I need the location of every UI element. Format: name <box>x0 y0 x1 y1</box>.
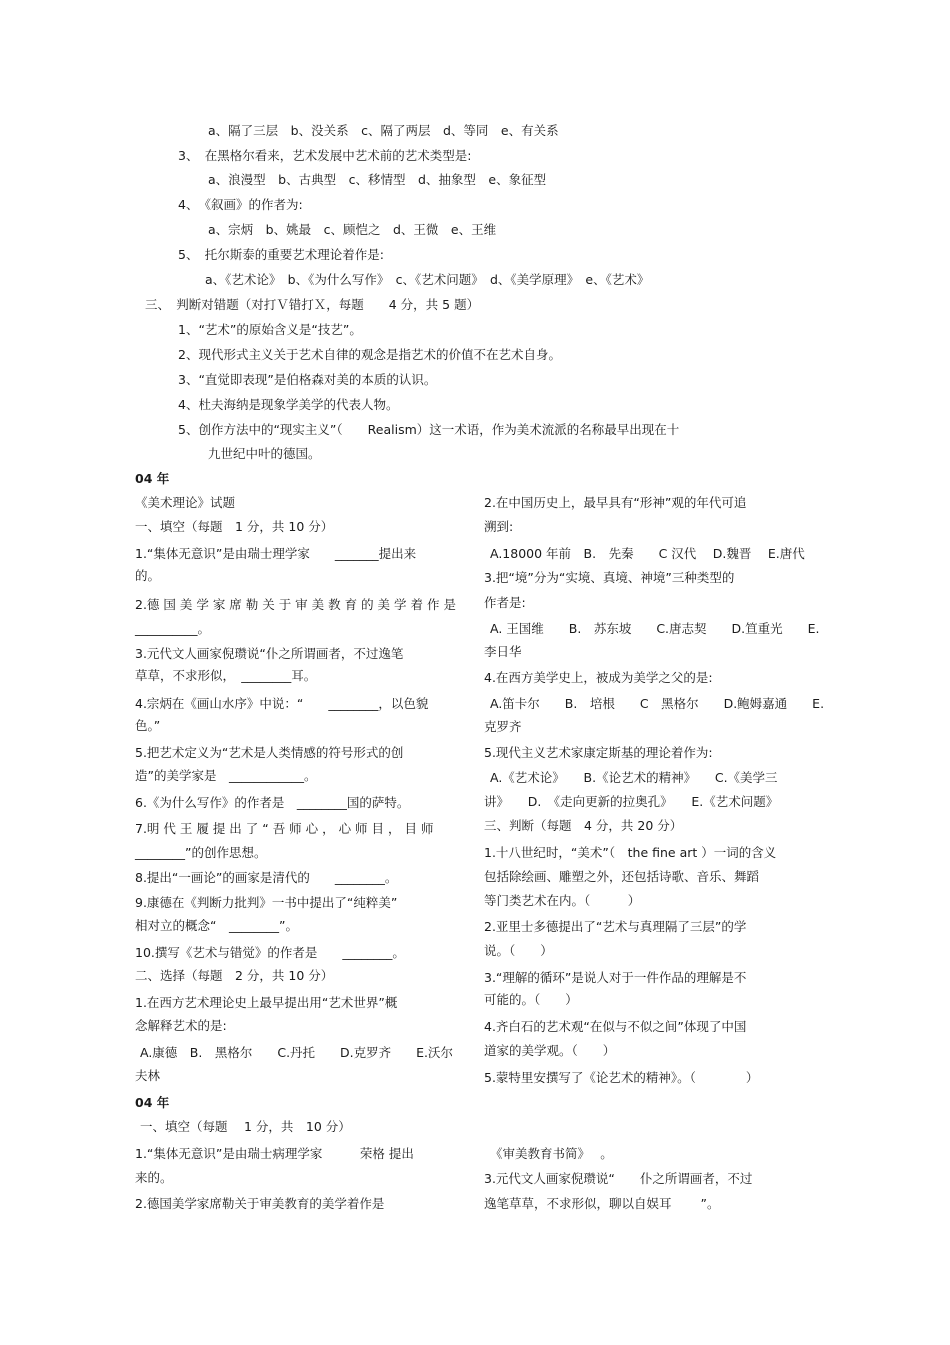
right-line: 作者是: <box>484 595 526 610</box>
q5-stem: 5、 托尔斯泰的重要艺术理论着作是: <box>178 247 384 262</box>
right-line: 4.在西方美学史上，被成为美学之父的是: <box>484 670 713 685</box>
judge-item: 3、“直觉即表现”是伯格森对美的本质的认识。 <box>178 372 437 387</box>
q3-options: a、浪漫型 b、古典型 c、移情型 d、抽象型 e、象征型 <box>208 172 547 187</box>
right-line: 克罗齐 <box>484 719 522 734</box>
judge-item: 2、现代形式主义关于艺术自律的观念是指艺术的价值不在艺术自身。 <box>178 347 561 362</box>
left-line: ________”的创作思想。 <box>135 845 267 860</box>
left-line: 草草，不求形似， ________耳。 <box>135 668 317 683</box>
left-line: 《美术理论》试题 <box>135 495 236 510</box>
right-line: 包括除绘画、雕塑之外，还包括诗歌、音乐、舞蹈 <box>484 869 760 884</box>
left-line: 色。” <box>135 718 161 733</box>
left-line: 相对立的概念“ ________”。 <box>135 918 298 933</box>
judge-item: 4、杜夫海纳是现象学美学的代表人物。 <box>178 397 399 412</box>
right-line: 可能的。（ ） <box>484 992 578 1007</box>
right-line: A. 王国维 B. 苏东坡 C.唐志契 D.笪重光 E. <box>490 621 820 636</box>
right-line: 溯到: <box>484 519 514 534</box>
q3-stem: 3、 在黑格尔看来，艺术发展中艺术前的艺术类型是: <box>178 148 472 163</box>
right-line: A.笛卡尔 B. 培根 C 黑格尔 D.鲍姆嘉通 E. <box>490 696 825 711</box>
left-line: 的。 <box>135 568 161 583</box>
right-line: 3.“理解的循环”是说人对于一件作品的理解是不 <box>484 970 747 985</box>
q2-options: a、隔了三层 b、没关系 c、隔了两层 d、等同 e、有关系 <box>208 123 559 138</box>
year-heading: 04 年 <box>135 1095 170 1110</box>
judge-item-cont: 九世纪中叶的德国。 <box>208 446 321 461</box>
left-line: __________。 <box>135 621 211 636</box>
right-line: 5.现代主义艺术家康定斯基的理论着作为: <box>484 745 713 760</box>
left-line: 造”的美学家是 ____________。 <box>135 768 317 783</box>
bottom-left-line: 1.“集体无意识”是由瑞士病理学家 荣格 提出 <box>135 1146 414 1161</box>
left-line: 1.“集体无意识”是由瑞士理学家 _______提出来 <box>135 546 417 561</box>
right-line: 李日华 <box>484 644 522 659</box>
left-line: 1.在西方艺术理论史上最早提出用“艺术世界”概 <box>135 995 398 1010</box>
left-line: 3.元代文人画家倪瓒说“仆之所谓画者，不过逸笔 <box>135 646 404 661</box>
left-line: 一、填空（每题 1 分，共 10 分） <box>135 519 334 534</box>
bottom-right-line: 3.元代文人画家倪瓒说“ 仆之所谓画者，不过 <box>484 1171 753 1186</box>
bottom-right-line: 逸笔草草，不求形似，聊以自娱耳 ”。 <box>484 1196 720 1211</box>
q4-stem: 4、 《叙画》的作者为: <box>178 197 303 212</box>
right-line: 三、判断（每题 4 分，共 20 分） <box>484 818 683 833</box>
right-line: 2.亚里士多德提出了“艺术与真理隔了三层”的学 <box>484 919 747 934</box>
bottom-left-line: 来的。 <box>135 1170 173 1185</box>
right-line: 1.十八世纪时，“美术”（ the fine art ）一词的含义 <box>484 845 777 860</box>
right-line: 讲》 D. 《走向更新的拉奥孔》 E.《艺术问题》 <box>484 794 779 809</box>
left-line: 8.提出“一画论”的画家是清代的 ________。 <box>135 870 398 885</box>
left-line: 4.宗炳在《画山水序》中说：“ ________，以色貌 <box>135 696 429 711</box>
q5-options: a、《艺术论》 b、《为什么写作》 c、《艺术问题》 d、《美学原理》 e、《艺术》 <box>205 272 650 287</box>
left-line: 二、选择（每题 2 分，共 10 分） <box>135 968 334 983</box>
left-line: A.康德 B. 黑格尔 C.丹托 D.克罗齐 E.沃尔 <box>140 1045 454 1060</box>
judge-item: 1、“艺术”的原始含义是“技艺”。 <box>178 322 362 337</box>
left-line: 7.明 代 王 履 提 出 了 “ 吾 师 心 ， 心 师 目 ， 目 师 <box>135 821 434 836</box>
left-line: 夫林 <box>135 1068 161 1083</box>
right-line: 等门类艺术在内。（ ） <box>484 893 641 908</box>
bottom-section-title: 一、填空（每题 1 分，共 10 分） <box>140 1119 351 1134</box>
left-line: 5.把艺术定义为“艺术是人类情感的符号形式的创 <box>135 745 404 760</box>
right-line: 3.把“境”分为“实境、真境、神境”三种类型的 <box>484 570 735 585</box>
right-line: 道家的美学观。（ ） <box>484 1043 616 1058</box>
right-line: A.18000 年前 B. 先秦 C 汉代 D.魏晋 E.唐代 <box>490 546 805 561</box>
left-line: 2.德 国 美 学 家 席 勒 关 于 审 美 教 育 的 美 学 着 作 是 <box>135 597 456 612</box>
q4-options: a、宗炳 b、姚最 c、顾恺之 d、王微 e、王维 <box>208 222 497 237</box>
left-line: 念解释艺术的是: <box>135 1018 227 1033</box>
section-3-title: 三、 判断对错题（对打Ｖ错打Ｘ，每题 4 分，共 5 题） <box>145 297 480 312</box>
bottom-right-line: 《审美教育书简》 。 <box>490 1146 613 1161</box>
right-line: 2.在中国历史上，最早具有“形神”观的年代可追 <box>484 495 747 510</box>
right-line: 4.齐白石的艺术观“在似与不似之间”体现了中国 <box>484 1019 747 1034</box>
right-line: 说。（ ） <box>484 943 553 958</box>
left-line: 9.康德在《判断力批判》一书中提出了“纯粹美” <box>135 895 398 910</box>
right-line: A.《艺术论》 B.《论艺术的精神》 C.《美学三 <box>490 770 778 785</box>
bottom-left-line: 2.德国美学家席勒关于审美教育的美学着作是 <box>135 1196 385 1211</box>
judge-item: 5、创作方法中的“现实主义”（ Realism）这一术语，作为美术流派的名称最早出现在十 <box>178 422 680 437</box>
left-line: 6.《为什么写作》的作者是 ________国的萨特。 <box>135 795 410 810</box>
right-line: 5.蒙特里安撰写了《论艺术的精神》。（ ） <box>484 1070 759 1085</box>
left-line: 10.撰写《艺术与错觉》的作者是 ________。 <box>135 945 405 960</box>
year-heading: 04 年 <box>135 471 170 486</box>
